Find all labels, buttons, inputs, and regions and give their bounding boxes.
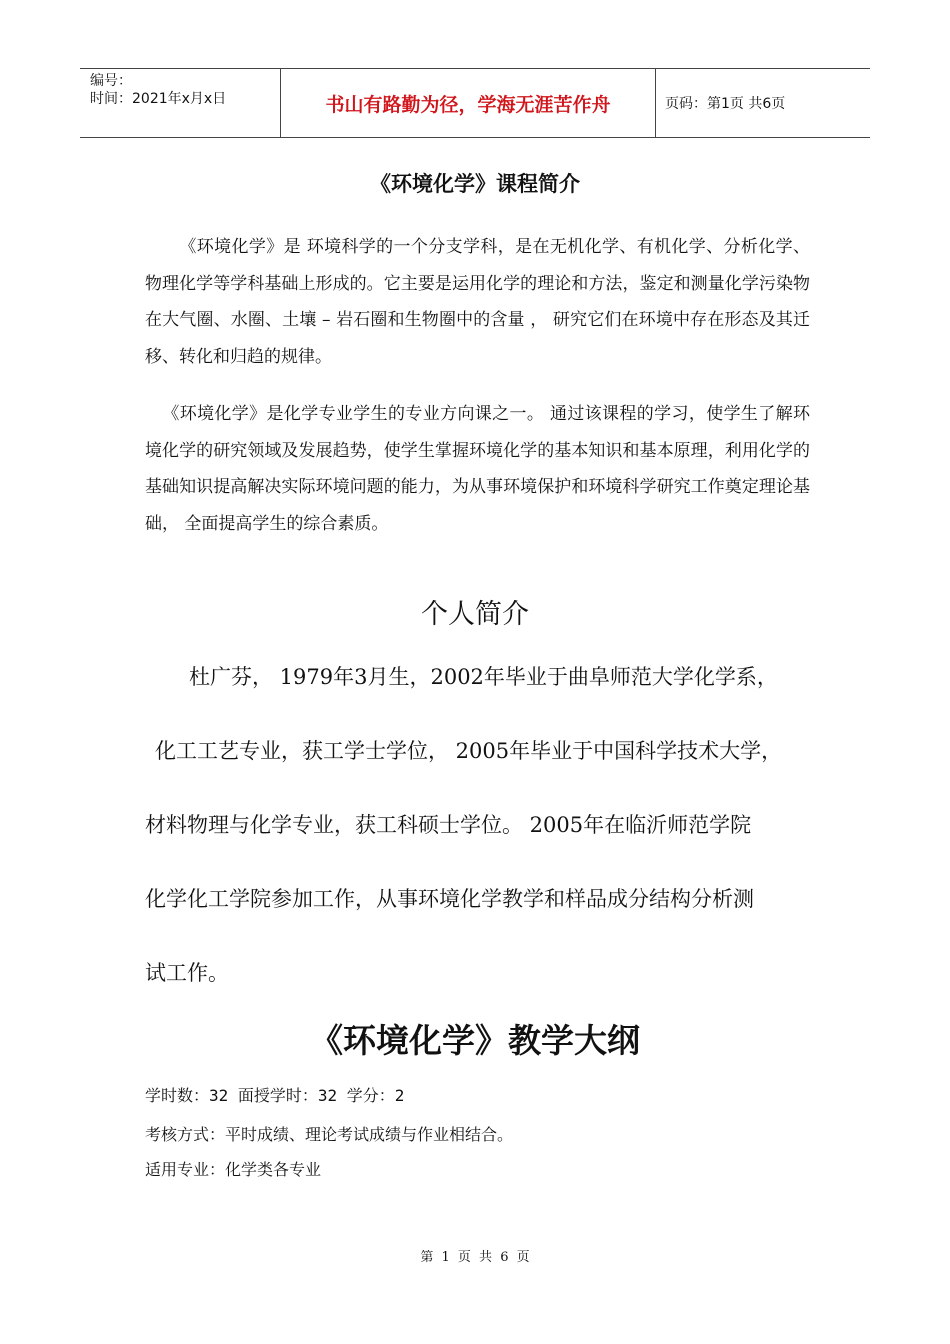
syllabus-hours: 学时数：32 面授学时：32 学分：2 [145,1086,405,1105]
syllabus-title: 《环境化学》教学大纲 [310,1021,640,1060]
course-intro-paragraph-2: 《环境化学》是化学专业学生的专业方向课之一。 通过该课程的学习，使学生了解环境化学的研究领域及发展趋势，使学生掌握环境化学的基本知识和基本原理，利用化学的基础知识提高解决实际环境问题的能力，为从事环境保护和环境科学研究工作奠定理论基础， 全面提高学生的综合素质。 [145,404,810,534]
syllabus-assessment: 考核方式：平时成绩、理论考试成绩与作业相结合。 [145,1125,514,1144]
bio-line-2: 化工工艺专业，获工学士学位， 2005年毕业于中国科学技术大学， [155,739,783,763]
number-label: 编号： [90,73,132,89]
bio-line-3: 材料物理与化学专业，获工科硕士学位。 2005年在临沂师范学院 [145,813,752,837]
header-page-label: 页码：第1页 共6页 [665,96,786,112]
bio-line-1: 杜广芬， 1979年3月生，2002年毕业于曲阜师范大学化学系， [189,665,778,689]
bio-line-5: 试工作。 [145,961,229,985]
header-meta-cell [80,69,280,137]
page-footer: 第 1 页 共 6 页 [420,1250,530,1265]
syllabus-majors: 适用专业：化学类各专业 [145,1160,322,1179]
personal-intro-title: 个人简介 [421,599,529,630]
course-intro-title: 《环境化学》课程简介 [370,172,580,196]
date-label: 时间：2021年x月x日 [90,91,227,107]
header-table [80,68,870,138]
personal-intro-text [145,640,825,1010]
header-motto: 书山有路勤为径，学海无涯苦作舟 [280,69,656,137]
bio-line-4: 化学化工学院参加工作，从事环境化学教学和样品成分结构分析测 [145,887,754,911]
course-intro-paragraph-1: 《环境化学》是 环境科学的一个分支学科，是在无机化学、有机化学、分析化学、物理化学等学科基础上形成的。它主要是运用化学的理论和方法，鉴定和测量化学污染物在大气圈、水圈、土壤 – 岩石圈和生物圈中的含量 ， 研究它们在环境中存在形态及其迁移、转化和归趋的规律。 [145,237,810,367]
